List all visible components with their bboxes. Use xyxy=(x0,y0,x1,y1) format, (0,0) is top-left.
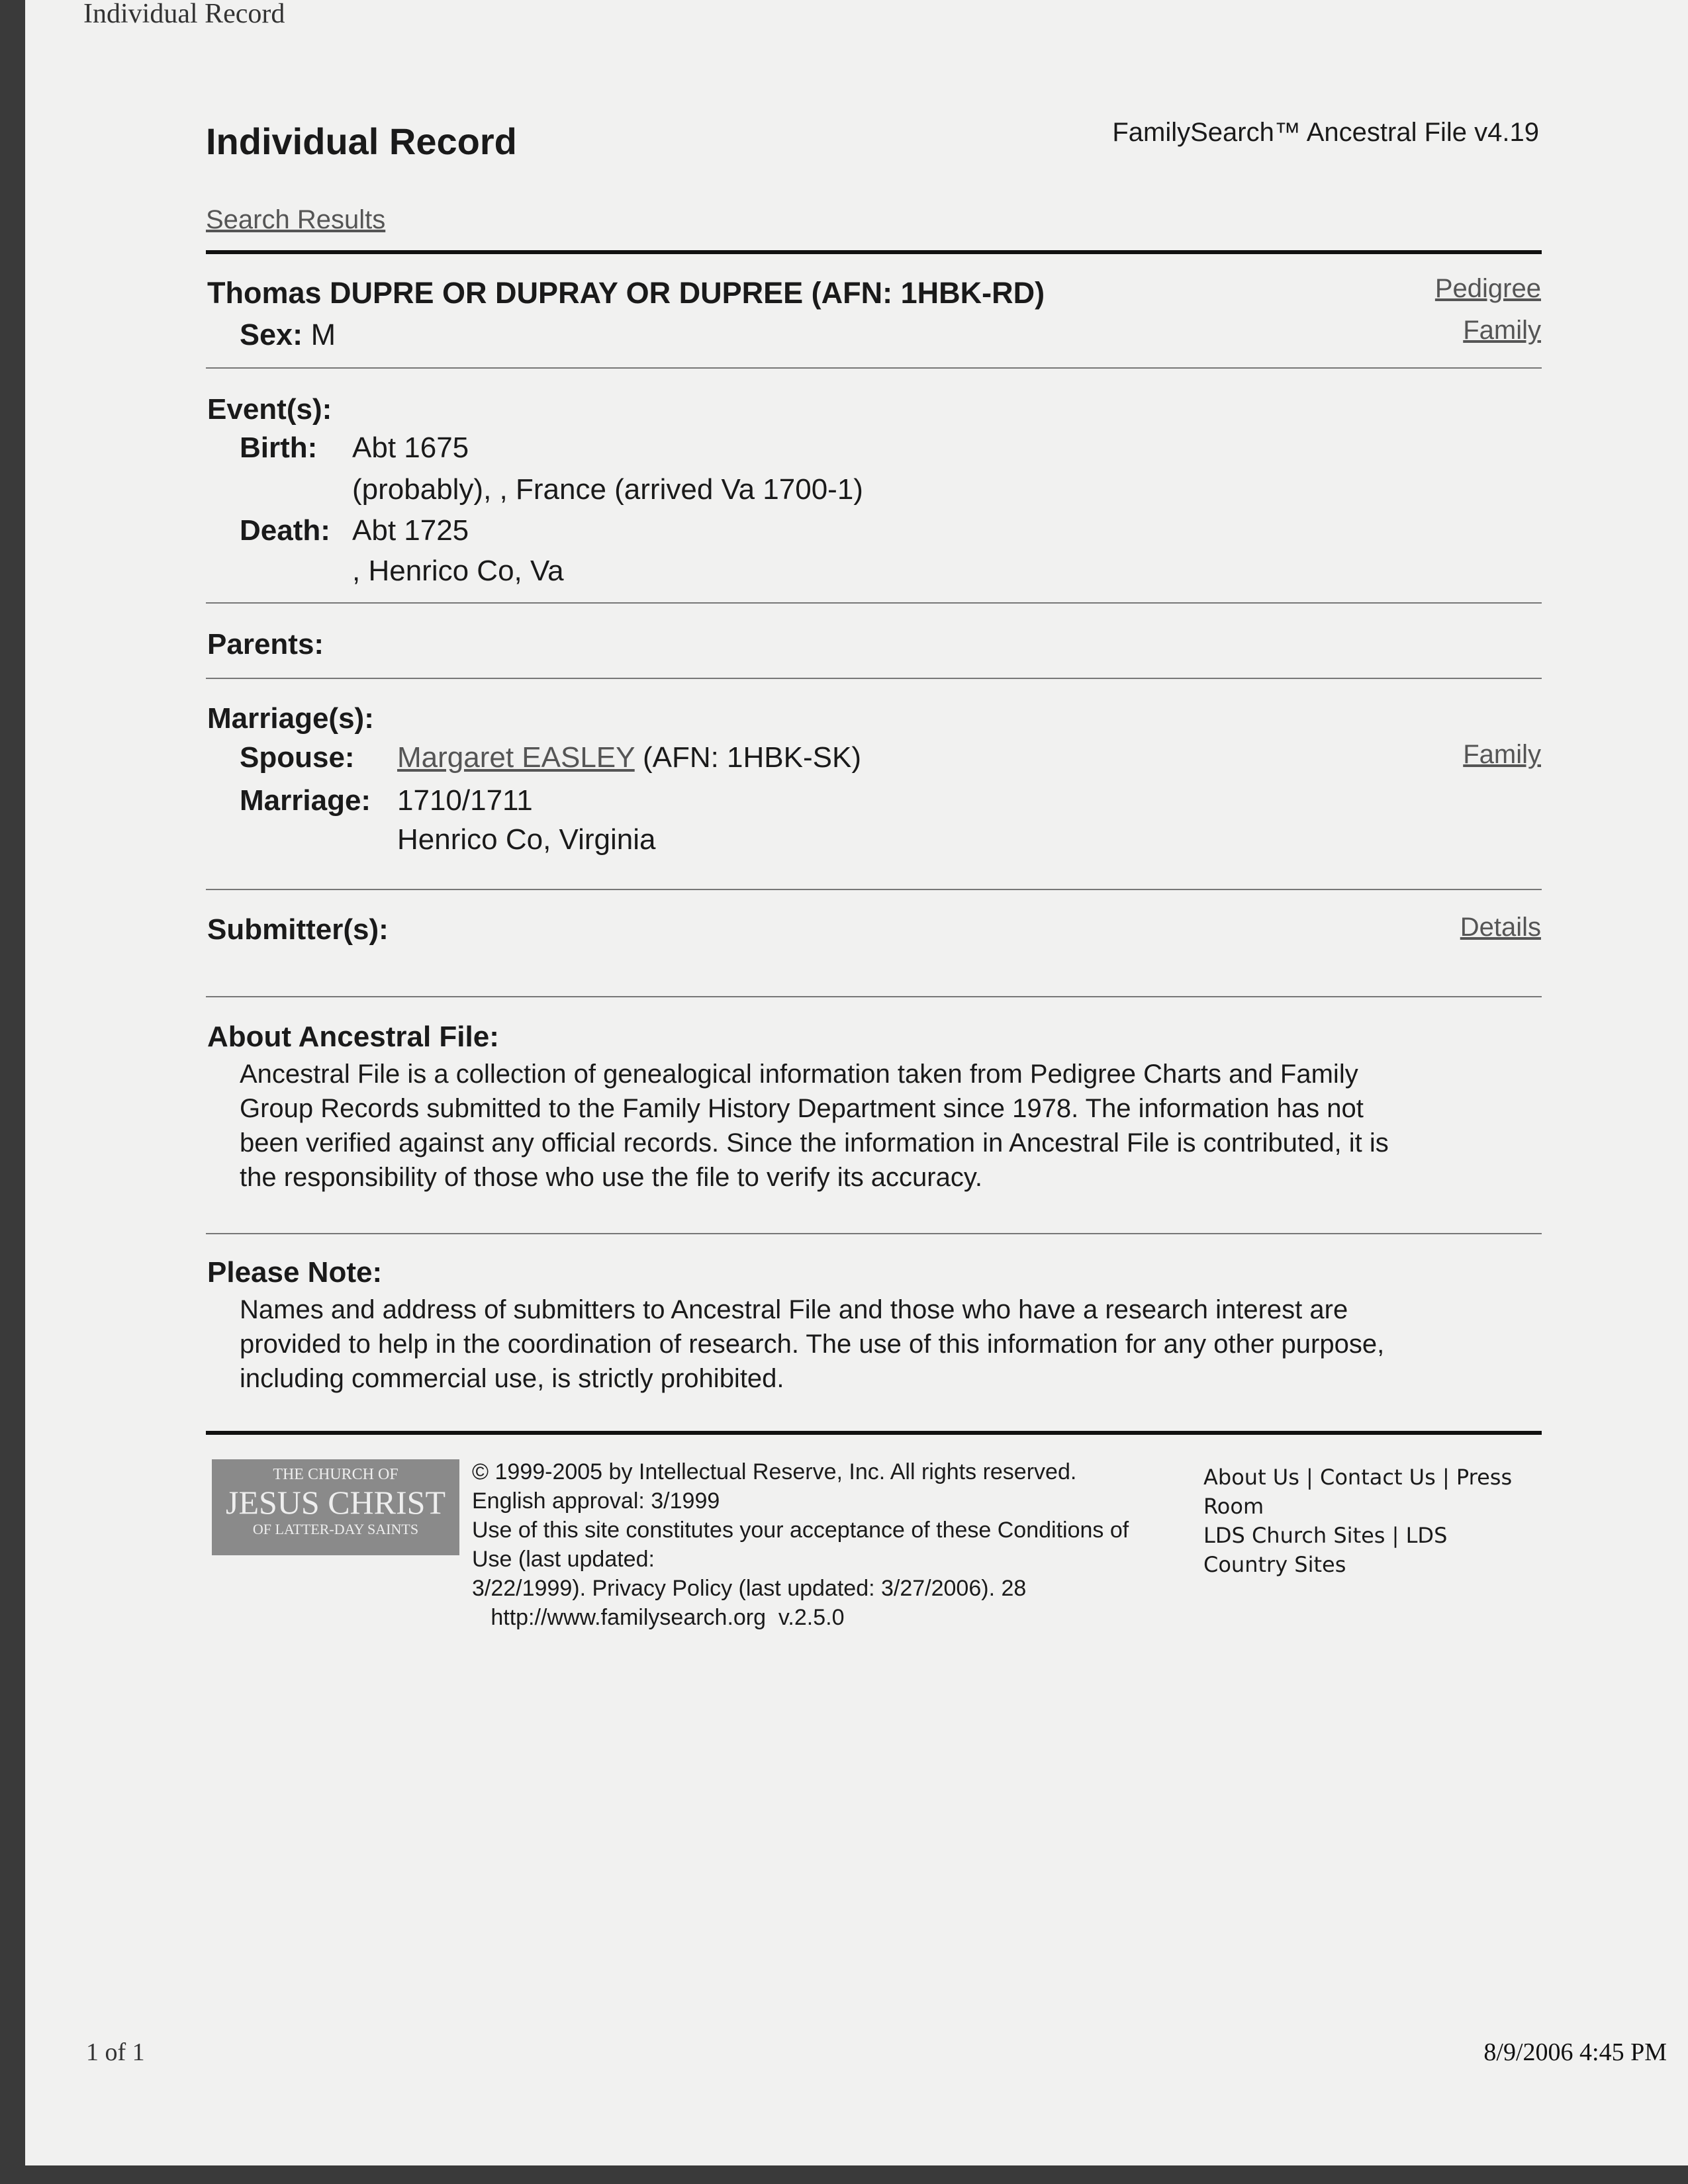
marriage-place: Henrico Co, Virginia xyxy=(397,823,656,856)
print-header: Individual Record xyxy=(83,0,285,29)
divider xyxy=(206,1233,1542,1234)
search-results-link[interactable]: Search Results xyxy=(206,205,386,234)
divider xyxy=(206,678,1542,679)
about-text xyxy=(240,1057,1537,1195)
contact-us-link[interactable]: Contact Us xyxy=(1320,1465,1436,1490)
text-line: including commercial use, is strictly prohibited. xyxy=(240,1364,784,1393)
divider xyxy=(206,1431,1542,1435)
footer-line: © 1999-2005 by Intellectual Reserve, Inc. All rights reserved. xyxy=(472,1459,1077,1484)
family-link[interactable]: Family xyxy=(1463,316,1541,345)
divider xyxy=(206,602,1542,604)
print-datetime: 8/9/2006 4:45 PM xyxy=(1483,2038,1667,2066)
marriage-date: 1710/1711 xyxy=(397,784,533,817)
about-us-link[interactable]: About Us xyxy=(1203,1465,1299,1490)
marriage-label: Marriage: xyxy=(240,784,371,817)
birth-place: (probably), , France (arrived Va 1700-1) xyxy=(352,473,863,506)
page-title: Individual Record xyxy=(206,120,517,162)
divider xyxy=(206,367,1542,369)
about-heading: About Ancestral File: xyxy=(207,1021,499,1053)
footer-legal xyxy=(472,1457,1129,1632)
submitters-heading: Submitter(s): xyxy=(207,913,389,946)
footer-line: Use of this site constitutes your acceptance of these Conditions of xyxy=(472,1518,1129,1543)
spouse-afn: (AFN: 1HBK-SK) xyxy=(642,741,861,774)
death-label: Death: xyxy=(240,514,330,547)
spouse-link[interactable]: Margaret EASLEY xyxy=(397,741,635,774)
press-room-link[interactable]: Room xyxy=(1203,1494,1264,1519)
lds-country-sites-link[interactable]: Country Sites xyxy=(1203,1552,1346,1577)
footer-line: 3/22/1999). Privacy Policy (last updated: 3/27/2006). 28 xyxy=(472,1576,1027,1601)
logo-line: OF LATTER-DAY SAINTS xyxy=(252,1521,419,1537)
church-logo[interactable] xyxy=(212,1459,459,1555)
text-line: Ancestral File is a collection of genealogical information taken from Pedigree Charts and Family xyxy=(240,1060,1358,1089)
logo-line: THE CHURCH OF xyxy=(273,1466,399,1483)
footer-line: http://www.familysearch.org v.2.5.0 xyxy=(472,1605,845,1630)
footer-line: English approval: 3/1999 xyxy=(472,1488,720,1514)
birth-date: Abt 1675 xyxy=(352,432,469,464)
note-heading: Please Note: xyxy=(207,1256,383,1289)
lds-country-sites-link[interactable]: LDS xyxy=(1405,1523,1448,1548)
pedigree-link[interactable]: Pedigree xyxy=(1434,274,1541,303)
spouse-label: Spouse: xyxy=(240,741,355,774)
lds-church-sites-link[interactable]: LDS Church Sites xyxy=(1203,1523,1385,1548)
birth-label: Birth: xyxy=(240,432,318,464)
text-line: Group Records submitted to the Family History Department since 1978. The information has not xyxy=(240,1094,1364,1123)
text-line: the responsibility of those who use the file to verify its accuracy. xyxy=(240,1163,983,1192)
text-line: Names and address of submitters to Ancestral File and those who have a research interest are xyxy=(240,1295,1348,1324)
details-link[interactable]: Details xyxy=(1460,913,1541,942)
note-text xyxy=(240,1293,1537,1396)
press-room-link[interactable]: Press xyxy=(1456,1465,1513,1490)
divider xyxy=(206,889,1542,890)
text-line: been verified against any official records. Since the information in Ancestral File is contributed, it is xyxy=(240,1128,1389,1158)
parents-heading: Parents: xyxy=(207,628,324,660)
text-line: provided to help in the coordination of research. The use of this information for any other purpose, xyxy=(240,1330,1385,1359)
sex-label: Sex: xyxy=(240,318,303,351)
death-date: Abt 1725 xyxy=(352,514,469,547)
divider xyxy=(206,250,1542,254)
footer-links: About Us | Contact Us | Press Room LDS Church Sites | LDS Country Sites xyxy=(1203,1463,1512,1579)
spouse-family-link[interactable]: Family xyxy=(1463,740,1541,769)
death-place: , Henrico Co, Va xyxy=(352,555,564,587)
events-heading: Event(s): xyxy=(207,393,332,426)
app-version: FamilySearch™ Ancestral File v4.19 xyxy=(1112,118,1539,147)
divider xyxy=(206,996,1542,997)
logo-line: JESUS CHRIST xyxy=(225,1484,446,1521)
footer-line: Use (last updated: xyxy=(472,1547,655,1572)
page-count: 1 of 1 xyxy=(86,2038,145,2066)
marriages-heading: Marriage(s): xyxy=(207,702,374,735)
sex-value: M xyxy=(310,318,336,351)
person-name: Thomas DUPRE OR DUPRAY OR DUPREE (AFN: 1HBK-RD) xyxy=(207,276,1045,310)
